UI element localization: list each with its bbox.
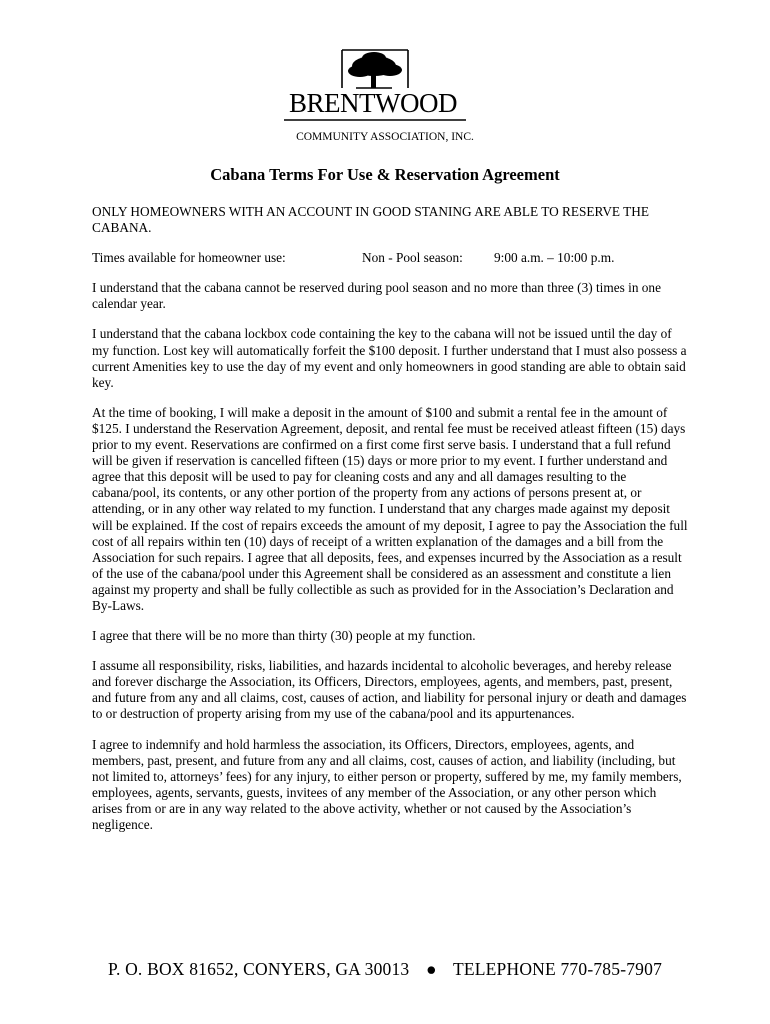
association-name: COMMUNITY ASSOCIATION, INC. (296, 131, 474, 143)
hours-value: 9:00 a.m. – 10:00 p.m. (494, 250, 615, 266)
logo-wordmark: BRENTWOOD (289, 88, 457, 118)
telephone-number: TELEPHONE 770-785-7907 (453, 959, 663, 979)
paragraph-occupancy-limit: I agree that there will be no more than thirty (30) people at my function. (92, 628, 476, 644)
paragraph-lockbox-key: I understand that the cabana lockbox code containing the key to the cabana will not be issued until the day of my function. Lost key will automatically forfeit the $100 deposit. I further understand that I must also possess a current Amenities key to use the day of my event and only homeowners in good standing are able to obtain said key. (92, 326, 687, 390)
eligibility-notice: ONLY HOMEOWNERS WITH AN ACCOUNT IN GOOD STANING ARE ABLE TO RESERVE THE CABANA. (92, 204, 649, 236)
times-available-row (92, 250, 688, 266)
agreement-body (92, 204, 688, 847)
times-label: Times available for homeowner use: (92, 250, 286, 266)
paragraph-deposit-fees: At the time of booking, I will make a deposit in the amount of $100 and submit a rental fee in the amount of $125. I understand the Reservation Agreement, deposit, and rental fee must be received atleast fifteen (15) days prior to my event. Reservations are confirmed on a first come first serve basis. I understand that a full refund will be given if reservation is cancelled fifteen (15) days or more prior to my event. I further understand and agree that this deposit will be used to pay for cleaning costs and any and all damages resulting to the cabana/pool, its contents, or any other portion of the property from any actions of persons present at, or attending, or in any other way related to my function. I understand that any charges made against my deposit will be explained. If the cost of repairs exceeds the amount of my deposit, I agree to pay the Association the full cost of all repairs within ten (10) days of receipt of a written explanation of the damages and a bill from the Association for such repairs. I agree that all deposits, fees, and expenses incurred by the Association as a result of the use of the cabana/pool under this Agreement shall be considered as an assessment and constitute a lien against my property and shall be fully collectible as such as provided for in the Association’s Declaration and By-Laws. (92, 404, 688, 613)
paragraph-indemnification: I agree to indemnify and hold harmless the association, its Officers, Directors, employees, agents, and members, past, present, and future from any and all claims, cost, causes of action, and liability (including, but not limited to, attorneys’ fees) for any injury, to either person or property, suffered by me, my family members, employees, agents, servants, guests, invitees of any member of the Association, or any other person which arises from or are in any way related to the above activity, whether or not caused by the Association’s negligence. (92, 736, 682, 832)
season-label: Non - Pool season: (362, 250, 463, 266)
mailing-address: P. O. BOX 81652, CONYERS, GA 30013 (107, 959, 410, 979)
brentwood-logo (280, 40, 480, 132)
document-title: Cabana Terms For Use & Reservation Agreement (210, 165, 560, 184)
bullet-separator-icon: ● (425, 959, 437, 979)
tree-emblem-icon (280, 40, 480, 132)
paragraph-reservation-limits: I understand that the cabana cannot be reserved during pool season and no more than three (3) times in one calendar year. (92, 280, 661, 312)
contact-footer (0, 958, 770, 980)
paragraph-alcohol-release: I assume all responsibility, risks, liabilities, and hazards incidental to alcoholic beverages, and hereby release and forever discharge the Association, its Officers, Directors, employees, agents, and members, past, present, and future from any and all claims, cost, causes of action, and liability for personal injury or death and damages to or destruction of property arising from my use of the cabana/pool and its appurtenances. (92, 658, 687, 722)
